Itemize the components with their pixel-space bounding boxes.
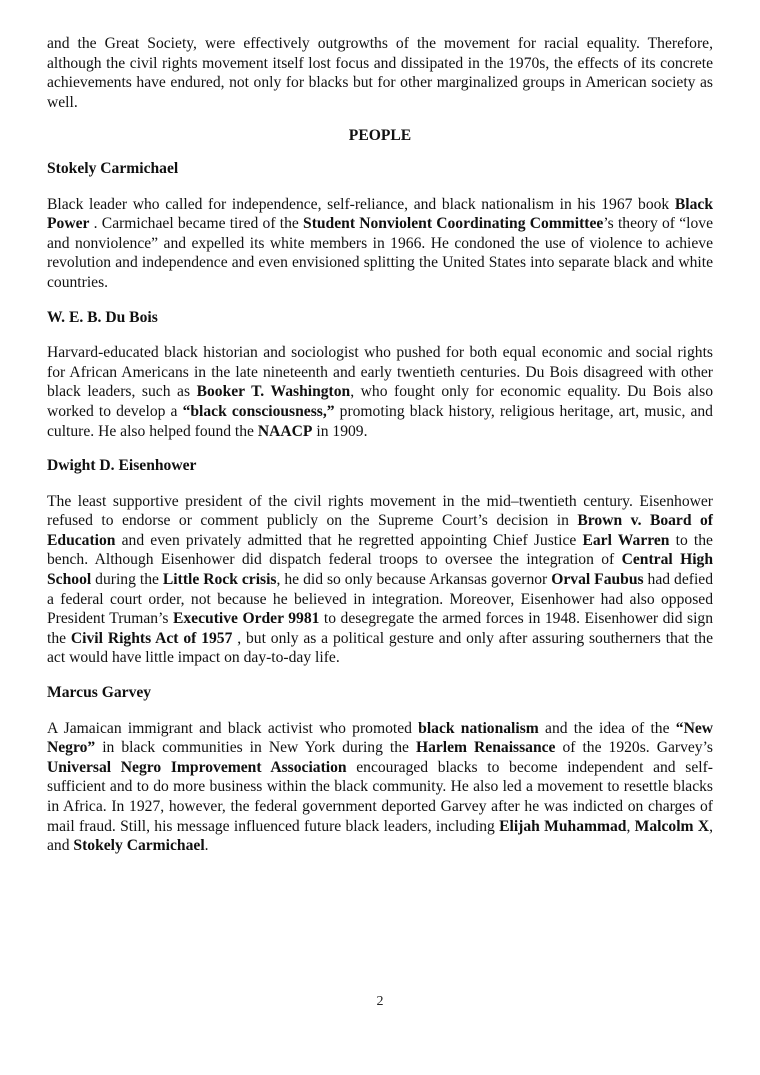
bold-term: Brown v. Board of Education bbox=[47, 512, 713, 549]
bold-term: “black consciousness,” bbox=[182, 402, 335, 420]
bold-term: Civil Rights Act of 1957 bbox=[70, 629, 233, 647]
person-entry bbox=[47, 456, 713, 668]
text-run: promoting black history, religious heritage, art, music, and culture. He also helped found the bbox=[47, 402, 713, 440]
text-run: encouraged blacks to become independent and self-sufficient and to do more business within the black community. He also led a movement to resettle blacks in Africa. In 1927, however, the federal government deported Garvey after he was indicted on charges of mail fraud. Still, his message influenced future black leaders, including bbox=[47, 758, 713, 835]
text-run: . bbox=[204, 837, 209, 855]
bold-term: Student Nonviolent Coordinating Committee bbox=[303, 215, 604, 233]
text-run: in black communities in New York during the bbox=[95, 739, 416, 757]
text-run: A Jamaican immigrant and black activist who promoted bbox=[47, 719, 419, 737]
person-bio bbox=[47, 492, 713, 668]
bold-term: Malcolm X bbox=[634, 817, 710, 835]
text-run: , but only as a political gesture and only after assuring southerners that the act would have little impact on day-to-day life. bbox=[47, 629, 713, 667]
bold-term: Elijah Muhammad bbox=[499, 817, 627, 835]
text-run: ’s theory of “love and nonviolence” and expelled its white members in 1966. He condoned the use of violence to achieve revolution and independence and even envisioned splitting the United States into separate black and white countries. bbox=[47, 215, 713, 291]
text-run: and even privately admitted that he regretted appointing Chief Justice bbox=[115, 531, 583, 549]
bold-term: black nationalism bbox=[418, 719, 539, 737]
text-run: had defied a federal court order, not because he believed in integration. Moreover, Eisenhower had also opposed President Truman’s bbox=[47, 571, 713, 628]
section-title: PEOPLE bbox=[348, 127, 412, 145]
bold-term: NAACP bbox=[257, 422, 313, 440]
bold-term: Earl Warren bbox=[582, 531, 670, 549]
text-run: and the idea of the bbox=[538, 719, 676, 737]
person-name: W. E. B. Du Bois bbox=[47, 308, 158, 326]
person-bio bbox=[47, 719, 713, 856]
text-run: Harvard-educated black historian and sociologist who pushed for both equal economic and social rights for African Americans in the late nineteenth and early twentieth centuries. Du Bois disagreed with other black leaders, such as bbox=[47, 344, 713, 401]
bold-term: Executive Order 9981 bbox=[172, 610, 320, 628]
text-run: . Carmichael became tired of the bbox=[89, 215, 304, 233]
bold-term: “New Negro” bbox=[47, 719, 714, 757]
bold-term: Orval Faubus bbox=[551, 571, 644, 589]
text-run: in 1909. bbox=[312, 422, 368, 440]
person-entry bbox=[47, 159, 713, 293]
person-bio bbox=[47, 343, 713, 441]
text-run: , and bbox=[47, 817, 713, 855]
person-name: Marcus Garvey bbox=[47, 684, 152, 702]
text-run: Black leader who called for independence, self-reliance, and black nationalism in his 1967 book bbox=[47, 195, 675, 213]
page-number: 2 bbox=[376, 994, 384, 1009]
person-name: Dwight D. Eisenhower bbox=[47, 457, 197, 475]
text-run: and the Great Society, were effectively outgrowths of the movement for racial equality. Therefore, although the civil rights movement itself lost focus and dissipated in the 1970s, the effects of its concrete achievements have endured, not only for blacks but for other marginalized groups in American society as well. bbox=[47, 35, 713, 111]
bold-term: Booker T. Washington bbox=[196, 383, 351, 401]
person-bio bbox=[47, 195, 713, 293]
text-run: to the bench. Although Eisenhower did dispatch federal troops to oversee the integration of bbox=[47, 531, 713, 569]
bold-term: Black Power bbox=[47, 195, 713, 233]
text-run: The least supportive president of the civil rights movement in the mid–twentieth century. Eisenhower refused to endorse or comment publicly on the Supreme Court’s decision in bbox=[47, 492, 713, 530]
text-run: , he did so only because Arkansas governor bbox=[276, 571, 552, 589]
text-run: to desegregate the armed forces in 1948. Eisenhower did sign the bbox=[47, 610, 714, 647]
text-run: of the 1920s. Garvey’s bbox=[555, 739, 713, 757]
bold-term: Universal Negro Improvement Association bbox=[47, 758, 347, 776]
bold-term: Central High School bbox=[47, 551, 713, 589]
bold-term: Harlem Renaissance bbox=[415, 739, 556, 757]
person-name: Stokely Carmichael bbox=[47, 159, 179, 177]
document-page bbox=[47, 34, 713, 871]
text-run: , bbox=[626, 817, 635, 835]
person-entry bbox=[47, 683, 713, 856]
intro-paragraph bbox=[47, 34, 713, 112]
text-run: , who fought only for economic equality. Du Bois also worked to develop a bbox=[47, 383, 713, 420]
bold-term: Little Rock crisis bbox=[162, 571, 277, 589]
bold-term: Stokely Carmichael bbox=[73, 837, 205, 855]
text-run: during the bbox=[91, 571, 163, 589]
person-entry bbox=[47, 308, 713, 442]
